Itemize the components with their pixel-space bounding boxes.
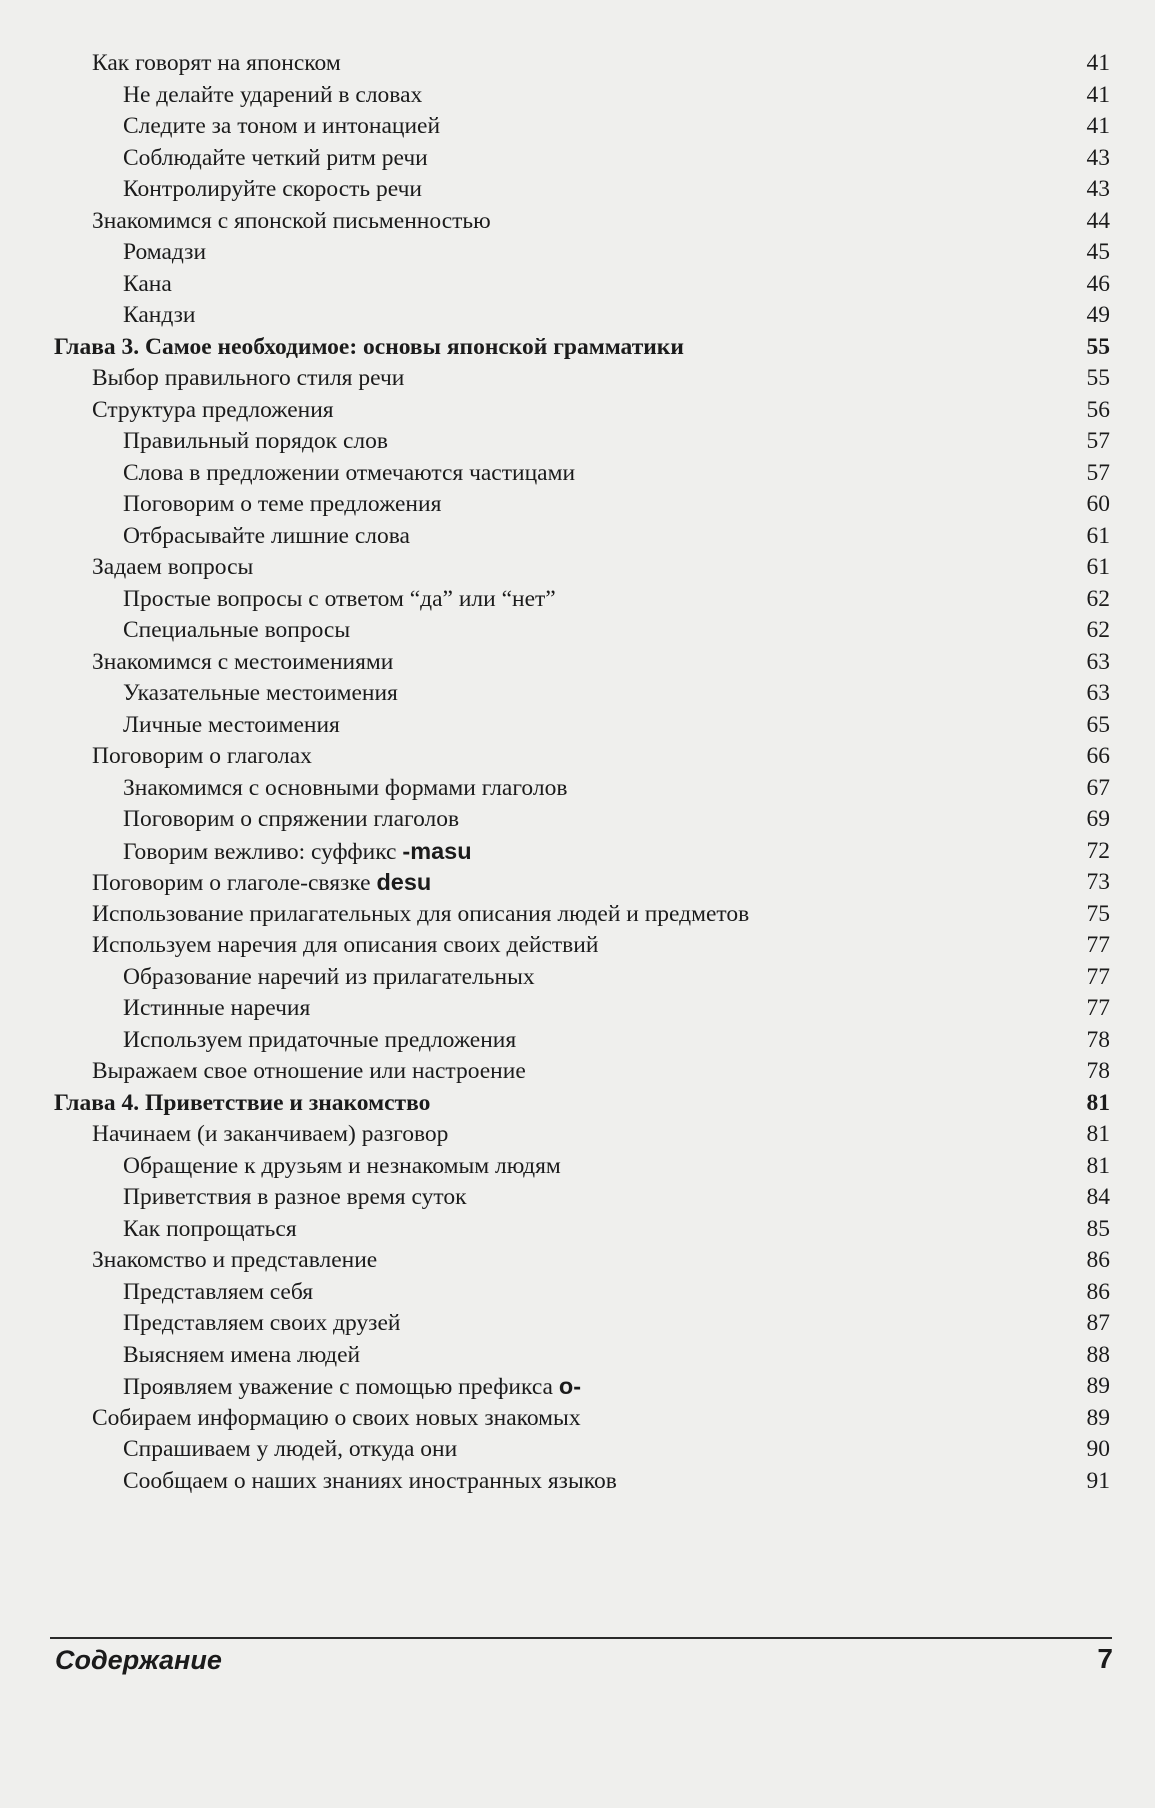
toc-page-number: 65 (1086, 711, 1110, 738)
toc-entry (50, 1182, 1120, 1214)
toc-page-number: 86 (1086, 1247, 1110, 1273)
toc-entry-title: Собираем информацию о своих новых знакомых (92, 1404, 581, 1431)
toc-page-number: 49 (1086, 302, 1110, 328)
toc-entry-title: Отбрасывайте лишние слова (123, 522, 410, 549)
toc-entry-title: Следите за тоном и интонацией (123, 113, 441, 139)
toc-entry-title: Образование наречий из прилагательных (123, 963, 535, 990)
toc-entry-title: Поговорим о глаголах (92, 743, 312, 769)
toc-page-number: 77 (1086, 932, 1110, 958)
toc-entry-title: Ромадзи (123, 239, 207, 265)
toc-entry-title: Обращение к друзьям и незнакомым людям (123, 1152, 561, 1179)
toc-entry (50, 867, 1120, 899)
toc-entry-title: Глава 3. Самое необходимое: основы японской грамматики (54, 333, 684, 360)
toc-entry (50, 962, 1120, 994)
toc-entry-title: Знакомство и представление (92, 1247, 378, 1273)
toc-page-number: 88 (1086, 1341, 1110, 1368)
toc-entry (50, 111, 1120, 143)
toc-entry-title: Используем наречия для описания своих действий (92, 932, 599, 958)
toc-entry (50, 710, 1120, 742)
toc-page-number: 67 (1086, 774, 1110, 801)
toc-entry (50, 1466, 1120, 1498)
toc-entry-title: Использование прилагательных для описания людей и предметов (92, 900, 750, 927)
toc-entry (50, 143, 1120, 175)
toc-entry (50, 1119, 1120, 1151)
toc-page-number: 78 (1086, 1058, 1110, 1084)
toc-page-number: 90 (1086, 1436, 1110, 1462)
toc-entry (50, 174, 1120, 206)
toc-entry (50, 1214, 1120, 1246)
toc-entry-title: Задаем вопросы (92, 554, 254, 580)
toc-page-number: 56 (1086, 396, 1110, 423)
toc-entry-title: Поговорим о спряжении глаголов (123, 806, 460, 832)
toc-entry (50, 647, 1120, 679)
toc-entry (50, 363, 1120, 395)
toc-entry (50, 395, 1120, 427)
toc-entry (50, 80, 1120, 112)
toc-entry (50, 993, 1120, 1025)
toc-page-number: 72 (1086, 837, 1110, 864)
toc-entry-title: Кана (123, 270, 172, 297)
toc-entry (50, 899, 1120, 931)
toc-entry-title: Говорим вежливо: суффикс (123, 838, 403, 865)
toc-page-number: 63 (1086, 648, 1110, 675)
toc-entry-title: Соблюдайте четкий ритм речи (123, 144, 428, 171)
toc-entry (50, 269, 1120, 301)
toc-entry (50, 1277, 1120, 1309)
toc-entry-title: Знакомимся с японской письменностью (92, 207, 491, 234)
toc-entry-title: Знакомимся с основными формами глаголов (123, 774, 568, 801)
toc-page-number: 81 (1086, 1152, 1110, 1179)
toc-entry-title: Структура предложения (92, 396, 334, 423)
toc-entry-title: Личные местоимения (123, 711, 340, 738)
toc-chapter (50, 332, 1120, 364)
toc-entry-title: Контролируйте скорость речи (123, 176, 422, 202)
toc-entry-title: Как говорят на японском (92, 50, 341, 76)
toc-entry (50, 1403, 1120, 1435)
toc-entry (50, 489, 1120, 521)
toc-page-number: 55 (1086, 365, 1110, 391)
toc-page-number: 41 (1086, 81, 1110, 108)
toc-entry-title: Спрашиваем у людей, откуда они (123, 1436, 458, 1462)
toc-entry (50, 1340, 1120, 1372)
toc-entry (50, 300, 1120, 332)
toc-page-number: 55 (1086, 333, 1110, 360)
toc-entry (50, 1308, 1120, 1340)
toc-entry (50, 615, 1120, 647)
toc-entry-title: Сообщаем о наших знаниях иностранных языков (123, 1467, 617, 1494)
toc-entry (50, 741, 1120, 773)
toc-entry-title: Начинаем (и заканчиваем) разговор (92, 1121, 449, 1147)
toc-page-number: 75 (1086, 900, 1110, 927)
toc-entry (50, 584, 1120, 616)
toc-entry-title: Поговорим о глаголе-связке (92, 870, 377, 896)
toc-entry (50, 773, 1120, 805)
footer-divider (50, 1637, 1112, 1639)
toc-entry (50, 1056, 1120, 1088)
toc-page-number: 63 (1086, 680, 1110, 706)
toc-entry-title: Простые вопросы с ответом “да” или “нет” (123, 585, 556, 612)
toc-entry-title: Слова в предложении отмечаются частицами (123, 459, 576, 486)
toc-entry-title: Выбор правильного стиля речи (92, 365, 405, 391)
toc-entry-term: -masu (402, 837, 472, 864)
toc-entry-title: Выясняем имена людей (123, 1341, 361, 1368)
toc-entry-title: Указательные местоимения (123, 680, 398, 706)
toc-entry (50, 678, 1120, 710)
toc-page-number: 89 (1086, 1404, 1110, 1431)
toc-entry (50, 1371, 1120, 1403)
toc-entry-title: Правильный порядок слов (123, 428, 388, 454)
toc-entry (50, 836, 1120, 868)
toc-entry (50, 1245, 1120, 1277)
toc-entry-title: Не делайте ударений в словах (123, 81, 423, 108)
toc-page-number: 77 (1086, 963, 1110, 990)
toc-page-number: 89 (1086, 1373, 1110, 1399)
toc-entry-term: o- (558, 1373, 582, 1399)
toc-entry (50, 1151, 1120, 1183)
toc-page-number: 57 (1086, 428, 1110, 454)
toc-page-number: 43 (1086, 144, 1110, 171)
toc-entry (50, 930, 1120, 962)
toc-page-number: 66 (1086, 743, 1110, 769)
toc-page-number: 84 (1086, 1184, 1110, 1210)
toc-entry (50, 804, 1120, 836)
toc-page-number: 77 (1086, 995, 1110, 1021)
toc-page-number: 81 (1086, 1089, 1110, 1116)
footer-section-title: Содержание (55, 1645, 222, 1675)
toc-page-number: 69 (1086, 806, 1110, 832)
toc-page-number: 43 (1086, 176, 1110, 202)
toc-entry-title: Представляем своих друзей (123, 1310, 401, 1336)
toc-page-number: 61 (1086, 522, 1110, 549)
toc-entry (50, 206, 1120, 238)
toc-entry (50, 1434, 1120, 1466)
toc-page-number: 62 (1086, 617, 1110, 643)
toc-page-number: 86 (1086, 1278, 1110, 1305)
toc-entry-title: Приветствия в разное время суток (123, 1184, 467, 1210)
toc-entry-title: Представляем себя (123, 1278, 314, 1305)
toc-entry-title: Глава 4. Приветствие и знакомство (54, 1089, 431, 1116)
toc-page-number: 73 (1086, 869, 1110, 895)
toc-page-number: 44 (1086, 207, 1110, 234)
toc-page-number: 46 (1086, 270, 1110, 297)
toc-entry (50, 237, 1120, 269)
toc-entry (50, 1025, 1120, 1057)
toc-page-number: 85 (1086, 1215, 1110, 1242)
footer-page-number: 7 (1097, 1643, 1113, 1674)
toc-entry (50, 426, 1120, 458)
toc-entry (50, 458, 1120, 490)
toc-chapter (50, 1088, 1120, 1120)
toc-page-number: 91 (1086, 1467, 1110, 1494)
toc-page-number: 78 (1086, 1026, 1110, 1053)
toc-page-number: 41 (1086, 50, 1110, 76)
toc-page-number: 60 (1086, 491, 1110, 517)
toc-page-number: 45 (1086, 239, 1110, 265)
toc-entry-title: Кандзи (123, 302, 196, 328)
toc-entry (50, 521, 1120, 553)
toc-page-number: 61 (1086, 554, 1110, 580)
toc-page-number: 57 (1086, 459, 1110, 486)
toc-entry (50, 48, 1120, 80)
toc-page-number: 87 (1086, 1310, 1110, 1336)
toc-entry (50, 552, 1120, 584)
toc-page-number: 41 (1086, 113, 1110, 139)
toc-entry-title: Истинные наречия (123, 995, 311, 1021)
toc-entry-title: Знакомимся с местоимениями (92, 648, 394, 675)
toc-page-number: 62 (1086, 585, 1110, 612)
table-of-contents (50, 48, 1120, 1497)
toc-page-number: 81 (1086, 1121, 1110, 1147)
toc-entry-title: Используем придаточные предложения (123, 1026, 517, 1053)
toc-entry-title: Специальные вопросы (123, 617, 351, 643)
toc-entry-title: Проявляем уважение с помощью префикса (123, 1374, 559, 1400)
toc-entry-title: Как попрощаться (123, 1215, 297, 1242)
toc-entry-title: Поговорим о теме предложения (123, 491, 442, 517)
toc-entry-term: desu (376, 869, 432, 895)
toc-entry-title: Выражаем свое отношение или настроение (92, 1058, 526, 1084)
